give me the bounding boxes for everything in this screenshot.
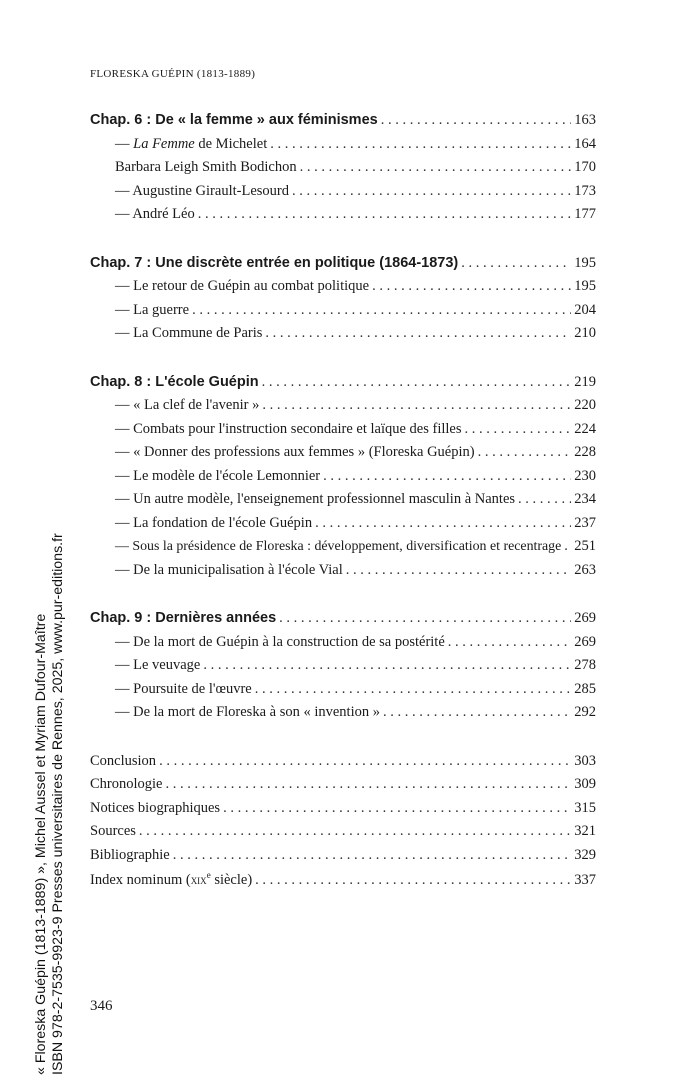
page-number: 315 <box>574 799 596 816</box>
page-number: 303 <box>574 752 596 769</box>
toc-chapter-9[interactable] <box>90 610 596 634</box>
toc-bibliographie[interactable] <box>90 847 596 871</box>
dot-leader <box>315 515 571 532</box>
spacer <box>90 349 596 374</box>
page-number: 337 <box>574 871 596 888</box>
section-title: — André Léo <box>115 206 195 222</box>
chapter-title: Chap. 8 : L'école Guépin <box>90 373 259 390</box>
spacer <box>90 230 596 255</box>
dot-leader <box>203 657 571 674</box>
toc-section[interactable] <box>90 538 596 562</box>
dot-leader <box>279 610 571 627</box>
toc-chapter-6[interactable] <box>90 112 596 136</box>
dot-leader <box>518 491 571 508</box>
page-number: 173 <box>574 182 596 199</box>
toc-sources[interactable] <box>90 823 596 847</box>
toc-chapter-8[interactable] <box>90 374 596 398</box>
page-number: 309 <box>574 776 596 792</box>
section-title: — Augustine Girault-Lesourd <box>115 182 289 199</box>
section-title: — La guerre <box>115 301 190 318</box>
section-title: — La Femme de Michelet <box>115 135 268 152</box>
toc-section[interactable] <box>90 206 596 230</box>
dot-leader <box>448 634 571 651</box>
section-title: — De la municipalisation à l'école Vial <box>115 561 343 578</box>
toc-section[interactable] <box>90 634 596 658</box>
entry-title-suffix: siècle) <box>210 871 253 888</box>
section-title: — Poursuite de l'œuvre <box>115 680 252 697</box>
page-number: 210 <box>574 325 596 341</box>
chapter-title: Chap. 7 : Une discrète entrée en politique (1864-1873) <box>90 254 459 271</box>
toc-section[interactable] <box>90 302 596 326</box>
page-number: 230 <box>574 467 596 484</box>
spacer <box>90 585 596 610</box>
page-number: 321 <box>574 823 596 839</box>
dot-leader <box>270 136 571 153</box>
dot-leader <box>173 847 572 864</box>
sidebar-line-1: « Floreska Guépin (1813-1889) », Michel Aussel et Myriam Dufour-Maître <box>33 613 49 1075</box>
page-number: 195 <box>574 254 596 271</box>
dot-leader <box>323 468 571 485</box>
dot-leader <box>346 562 571 579</box>
dot-leader <box>166 776 572 793</box>
section-title: — « La clef de l'avenir » <box>115 397 260 413</box>
dot-leader <box>381 112 572 129</box>
entry-title: Notices biographiques <box>90 799 221 816</box>
entry-title-prefix: Index nominum ( <box>90 871 191 888</box>
page-number-folio: 346 <box>90 998 113 1014</box>
dot-leader <box>262 397 571 414</box>
dot-leader <box>159 753 571 770</box>
toc-section[interactable] <box>90 278 596 302</box>
section-title: — Le retour de Guépin au combat politique <box>115 278 370 294</box>
entry-title: Bibliographie <box>90 846 170 863</box>
section-title: — La fondation de l'école Guépin <box>115 514 313 531</box>
page-number: 219 <box>574 373 596 390</box>
section-title: Barbara Leigh Smith Bodichon <box>115 159 297 175</box>
toc-conclusion[interactable] <box>90 753 596 777</box>
toc-section[interactable] <box>90 515 596 539</box>
page-number: 278 <box>574 657 596 673</box>
toc-section[interactable] <box>90 183 596 207</box>
page-number: 170 <box>574 159 596 175</box>
sidebar-line-2: ISBN 978-2-7535-9923-9 Presses universitaires de Rennes, 2025, www.pur-editions.fr <box>50 533 66 1075</box>
toc-chronologie[interactable] <box>90 776 596 800</box>
toc-section[interactable] <box>90 468 596 492</box>
dot-leader <box>564 538 571 555</box>
entry-title: Sources <box>90 823 136 839</box>
dot-leader <box>461 255 571 272</box>
section-title: — Sous la présidence de Floreska : développement, diversification et recentrage <box>115 539 562 554</box>
toc-index-nominum[interactable] <box>90 870 596 894</box>
entry-title: Conclusion <box>90 752 157 769</box>
section-title: — « Donner des professions aux femmes » (Floreska Guépin) <box>115 444 475 460</box>
section-title: — Le veuvage <box>115 657 201 673</box>
dot-leader <box>300 159 572 176</box>
spacer <box>90 728 596 753</box>
section-title: — Un autre modèle, l'enseignement professionnel masculin à Nantes <box>115 491 516 507</box>
copyright-sidebar <box>33 533 67 1075</box>
toc-chapter-7[interactable] <box>90 255 596 279</box>
toc-notices-biographiques[interactable] <box>90 800 596 824</box>
toc-section[interactable] <box>90 397 596 421</box>
toc-section[interactable] <box>90 491 596 515</box>
dot-leader <box>478 444 572 461</box>
section-title: — De la mort de Floreska à son « invention » <box>115 704 380 720</box>
page-number: 220 <box>574 397 596 413</box>
toc-section[interactable] <box>90 704 596 728</box>
section-title: — Le modèle de l'école Lemonnier <box>115 467 321 484</box>
toc-section[interactable] <box>90 562 596 586</box>
toc-section[interactable] <box>90 444 596 468</box>
page-number: 204 <box>574 301 596 318</box>
entry-title <box>90 870 252 889</box>
table-of-contents <box>90 112 596 894</box>
century-numeral: xix <box>190 871 207 887</box>
toc-section[interactable] <box>90 325 596 349</box>
page-number: 228 <box>574 444 596 460</box>
century-superscript: e <box>206 870 211 880</box>
page-number: 177 <box>574 206 596 222</box>
dot-leader <box>262 374 572 391</box>
page-number: 269 <box>574 610 596 626</box>
dot-leader <box>465 421 572 438</box>
page-number: 329 <box>574 846 596 863</box>
page-number: 164 <box>574 135 596 152</box>
dot-leader <box>292 183 571 200</box>
toc-section[interactable] <box>90 136 596 160</box>
page-number: 292 <box>574 704 596 720</box>
toc-section[interactable] <box>90 421 596 445</box>
page-number: 224 <box>574 420 596 437</box>
chapter-title: Chap. 9 : Dernières années <box>90 610 277 626</box>
page-number: 285 <box>574 680 596 697</box>
section-title: — Combats pour l'instruction secondaire et laïque des filles <box>115 420 462 437</box>
entry-title: Chronologie <box>90 776 163 792</box>
dot-leader <box>139 823 571 840</box>
section-title: — De la mort de Guépin à la construction de sa postérité <box>115 633 445 650</box>
page-number: 263 <box>574 561 596 578</box>
page-number: 195 <box>574 278 596 294</box>
dot-leader <box>223 800 571 817</box>
dot-leader <box>372 278 571 295</box>
running-head: FLORESKA GUÉPIN (1813-1889) <box>90 68 256 80</box>
dot-leader <box>192 302 571 319</box>
page-number: 237 <box>574 514 596 531</box>
section-title: — La Commune de Paris <box>115 325 263 341</box>
toc-section[interactable] <box>90 681 596 705</box>
toc-section[interactable] <box>90 159 596 183</box>
dot-leader <box>255 681 572 698</box>
dot-leader <box>265 325 571 342</box>
page-number: 251 <box>574 538 596 554</box>
page-number: 269 <box>574 633 596 650</box>
dot-leader <box>383 704 571 721</box>
page-number: 234 <box>574 491 596 507</box>
toc-section[interactable] <box>90 657 596 681</box>
chapter-title: Chap. 6 : De « la femme » aux féminismes <box>90 112 378 128</box>
dot-leader <box>198 206 572 223</box>
page-number: 163 <box>574 112 596 128</box>
dot-leader <box>255 872 571 889</box>
